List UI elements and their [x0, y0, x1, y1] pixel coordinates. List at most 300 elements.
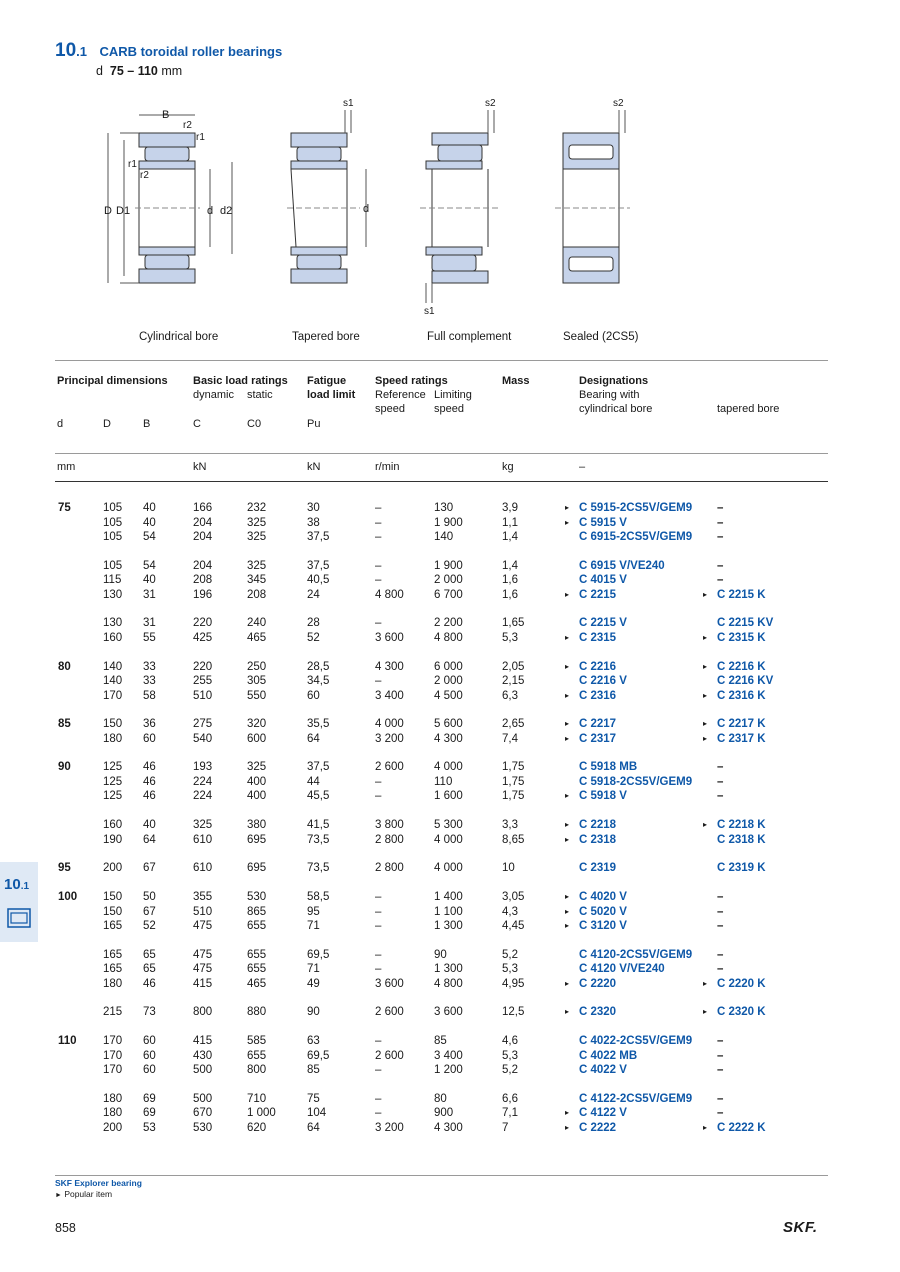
cell-Pu: 69,5	[307, 948, 330, 961]
row-group	[55, 501, 835, 545]
cell-m: 1,75	[502, 775, 525, 788]
designation-cylindrical: C 6915 V/VE240	[579, 559, 665, 572]
table-row	[55, 818, 835, 833]
row-group	[55, 559, 835, 603]
cell-Pu: 73,5	[307, 862, 330, 875]
cell-D: 150	[103, 891, 123, 903]
designation-cylindrical: C 2218	[579, 819, 617, 832]
dimension-range: d 75 – 110 mm	[96, 64, 183, 78]
designation-cylindrical: C 4122-2CS5V/GEM9	[579, 1092, 693, 1105]
cell-D: 190	[103, 833, 123, 846]
designation-tapered: –	[717, 1092, 724, 1105]
cell-D: 165	[103, 963, 123, 976]
cell-Pu: 85	[307, 1064, 320, 1077]
designation-tapered: C 2218 K	[717, 819, 766, 832]
svg-text:s2: s2	[485, 98, 496, 109]
cell-Pu: 95	[307, 905, 320, 918]
designation-tapered: –	[717, 963, 724, 976]
cell-m: 3,3	[502, 819, 518, 832]
popular-marker-icon: ▸	[703, 733, 708, 743]
bearing-drawings	[0, 90, 900, 325]
cell-C0: 325	[247, 516, 267, 529]
cell-Pu: 64	[307, 732, 320, 745]
row-group	[55, 1092, 835, 1136]
col-reference-2: speed	[375, 403, 405, 415]
cell-ls: 6 700	[434, 588, 463, 601]
cell-d: 80	[58, 660, 71, 673]
cell-B: 53	[143, 1121, 156, 1134]
cell-m: 4,95	[502, 977, 525, 990]
sym-d: d	[57, 418, 64, 430]
col-principal-dimensions: Principal dimensions	[57, 375, 168, 387]
cell-B: 60	[143, 1035, 156, 1048]
row-group	[55, 948, 835, 992]
designation-cylindrical: C 2320	[579, 1006, 617, 1019]
cell-C0: 880	[247, 1006, 267, 1019]
cell-C: 204	[193, 516, 213, 529]
cell-C: 500	[193, 1064, 213, 1077]
cell-C: 220	[193, 660, 213, 673]
designation-cylindrical: C 6915-2CS5V/GEM9	[579, 531, 693, 543]
skf-logo: SKF.	[783, 1219, 818, 1236]
section-number: 10.1	[55, 40, 87, 61]
cell-d: 75	[58, 502, 71, 514]
cell-Pu: 90	[307, 1006, 320, 1019]
popular-marker-icon: ▸	[565, 1122, 570, 1132]
cell-Pu: 37,5	[307, 559, 330, 572]
cell-ls: 3 600	[434, 1006, 463, 1019]
cell-ls: 6 000	[434, 660, 463, 673]
popular-marker-icon: ▸	[565, 517, 570, 527]
cell-ls: 1 900	[434, 516, 463, 529]
section-heading	[55, 40, 282, 62]
row-group	[55, 1034, 835, 1078]
popular-marker-icon: ▸	[565, 589, 570, 599]
cell-C: 530	[193, 1121, 213, 1134]
cell-D: 160	[103, 819, 123, 832]
table-row	[55, 1092, 835, 1107]
cell-D: 150	[103, 718, 123, 731]
cell-ls: 4 300	[434, 732, 463, 745]
cell-ls: 110	[434, 775, 453, 788]
cell-Pu: 37,5	[307, 531, 330, 543]
cell-D: 115	[103, 574, 122, 587]
table-row	[55, 1063, 835, 1078]
caption-cylindrical: Cylindrical bore	[139, 331, 219, 343]
cell-C0: 655	[247, 963, 267, 976]
cell-C0: 208	[247, 588, 267, 601]
cell-ls: 4 000	[434, 862, 463, 875]
svg-text:d: d	[207, 205, 214, 217]
cell-B: 64	[143, 833, 156, 846]
cell-C0: 800	[247, 1064, 267, 1077]
cell-B: 40	[143, 516, 156, 529]
legend-explorer: SKF Explorer bearing	[55, 1178, 142, 1188]
cell-D: 105	[103, 502, 123, 514]
designation-cylindrical: C 5915 V	[579, 516, 627, 529]
cell-rs: 4 800	[375, 588, 404, 601]
row-group	[55, 890, 835, 934]
cell-rs: –	[375, 920, 382, 932]
cell-ls: 4 000	[434, 761, 463, 774]
cell-D: 130	[103, 588, 123, 601]
cell-C: 540	[193, 732, 213, 745]
cell-rs: 2 800	[375, 833, 404, 846]
designation-cylindrical: C 3120 V	[579, 920, 627, 932]
cell-C: 355	[193, 891, 213, 903]
cell-C: 415	[193, 977, 213, 990]
caption-sealed: Sealed (2CS5)	[563, 331, 639, 343]
cell-D: 125	[103, 775, 123, 788]
popular-marker-icon: ▸	[565, 834, 570, 844]
table-row	[55, 789, 835, 804]
designation-tapered: C 2222 K	[717, 1121, 766, 1134]
popular-marker-icon: ▸	[703, 1007, 708, 1017]
cell-Pu: 35,5	[307, 718, 330, 731]
popular-marker-icon: ▸	[703, 690, 708, 700]
designation-tapered: –	[717, 790, 724, 803]
cell-ls: 130	[434, 502, 454, 514]
cell-ls: 1 100	[434, 905, 463, 918]
designation-cylindrical: C 2222	[579, 1121, 617, 1134]
cell-rs: –	[375, 1092, 382, 1105]
cell-C: 325	[193, 819, 213, 832]
designation-cylindrical: C 2215	[579, 588, 617, 601]
cell-ls: 1 900	[434, 559, 463, 572]
svg-text:s1: s1	[343, 98, 354, 109]
cell-C: 475	[193, 948, 213, 961]
cell-C: 204	[193, 531, 213, 543]
cell-D: 140	[103, 675, 123, 688]
designation-cylindrical: C 5918 V	[579, 790, 627, 803]
cell-Pu: 58,5	[307, 891, 330, 903]
designation-cylindrical: C 2220	[579, 977, 617, 990]
cell-rs: 2 600	[375, 1006, 404, 1019]
cell-Pu: 28	[307, 617, 320, 630]
cell-m: 1,75	[502, 761, 525, 774]
col-tapered-bore: tapered bore	[717, 403, 780, 415]
cell-rs: –	[375, 559, 382, 572]
cell-d: 100	[58, 891, 78, 903]
cell-rs: 3 800	[375, 819, 404, 832]
cell-C: 196	[193, 588, 213, 601]
cell-m: 3,05	[502, 891, 525, 903]
col-static: static	[247, 389, 273, 401]
popular-marker-icon: ▸	[565, 503, 570, 512]
cell-Pu: 30	[307, 502, 320, 514]
divider	[55, 1175, 828, 1176]
cell-ls: 5 600	[434, 718, 463, 731]
cell-rs: 2 800	[375, 862, 404, 875]
cell-rs: –	[375, 675, 382, 688]
cell-C0: 655	[247, 1049, 267, 1062]
designation-cylindrical: C 2215 V	[579, 617, 627, 630]
col-limiting-2: speed	[434, 403, 464, 415]
cell-D: 105	[103, 531, 123, 543]
cell-C0: 585	[247, 1035, 267, 1048]
popular-marker-icon: ▸	[565, 820, 570, 830]
divider-thick	[55, 481, 828, 482]
sym-C: C	[193, 418, 201, 430]
cell-Pu: 64	[307, 1121, 320, 1134]
cell-B: 31	[143, 588, 156, 601]
designation-cylindrical: C 5915-2CS5V/GEM9	[579, 502, 693, 514]
cell-B: 33	[143, 660, 156, 673]
cell-D: 170	[103, 689, 123, 702]
cell-m: 10	[502, 862, 515, 875]
cell-m: 2,05	[502, 660, 525, 673]
popular-marker-icon: ▸	[565, 791, 570, 801]
designation-tapered: –	[717, 948, 724, 961]
table-row	[55, 559, 835, 574]
cell-C: 204	[193, 559, 213, 572]
cell-Pu: 52	[307, 631, 320, 644]
designation-cylindrical: C 4022 V	[579, 1064, 627, 1077]
cell-m: 3,9	[502, 502, 518, 514]
cell-B: 65	[143, 963, 156, 976]
cell-m: 6,6	[502, 1092, 518, 1105]
svg-text:r2: r2	[140, 170, 149, 181]
cell-B: 36	[143, 718, 156, 731]
cell-D: 180	[103, 977, 123, 990]
cell-C: 224	[193, 790, 213, 803]
cell-C0: 240	[247, 617, 267, 630]
cell-m: 4,6	[502, 1035, 518, 1048]
cell-Pu: 45,5	[307, 790, 330, 803]
unit-kg: kg	[502, 461, 514, 473]
cell-rs: –	[375, 948, 382, 961]
col-mass: Mass	[502, 375, 530, 387]
cell-m: 1,4	[502, 559, 518, 572]
cell-C: 224	[193, 775, 213, 788]
cell-B: 40	[143, 819, 156, 832]
table-row	[55, 962, 835, 977]
cell-C: 415	[193, 1035, 213, 1048]
designation-tapered: –	[717, 905, 724, 918]
cell-C: 425	[193, 631, 213, 644]
popular-marker-icon: ▸	[703, 719, 708, 729]
designation-tapered: –	[717, 516, 724, 529]
cell-D: 180	[103, 1107, 123, 1120]
designation-cylindrical: C 4122 V	[579, 1107, 627, 1120]
cell-m: 4,45	[502, 920, 525, 932]
cell-D: 130	[103, 617, 123, 630]
designation-tapered: –	[717, 559, 724, 572]
cell-B: 46	[143, 977, 156, 990]
cell-Pu: 60	[307, 689, 320, 702]
table-row	[55, 530, 835, 545]
designation-cylindrical: C 2315	[579, 631, 617, 644]
cell-rs: –	[375, 617, 382, 630]
drawing-full-complement	[420, 98, 500, 317]
designation-tapered: C 2216 KV	[717, 675, 774, 688]
cell-D: 160	[103, 631, 123, 644]
popular-marker-icon: ▸	[565, 719, 570, 729]
table-row	[55, 689, 835, 704]
cell-ls: 1 300	[434, 920, 463, 932]
section-tab[interactable]	[0, 862, 38, 942]
cell-ls: 5 300	[434, 819, 463, 832]
cell-D: 165	[103, 948, 123, 961]
cell-C0: 305	[247, 675, 267, 688]
cell-C0: 550	[247, 689, 267, 702]
cell-m: 7,4	[502, 732, 518, 745]
designation-cylindrical: C 2316	[579, 689, 617, 702]
designation-tapered: –	[717, 531, 724, 543]
table-row	[55, 1049, 835, 1064]
cell-B: 67	[143, 862, 156, 875]
cell-m: 5,2	[502, 1064, 518, 1077]
cell-ls: 4 500	[434, 689, 463, 702]
cell-Pu: 73,5	[307, 833, 330, 846]
col-designations: Designations	[579, 375, 649, 387]
cell-m: 1,65	[502, 617, 525, 630]
cell-m: 1,75	[502, 790, 525, 803]
row-group	[55, 1005, 835, 1020]
table-row	[55, 717, 835, 732]
designation-tapered: –	[717, 1064, 724, 1077]
cell-Pu: 41,5	[307, 819, 330, 832]
cell-m: 8,65	[502, 833, 525, 846]
cell-C: 166	[193, 502, 213, 514]
cell-m: 5,3	[502, 631, 518, 644]
table-row	[55, 660, 835, 675]
cell-C: 475	[193, 920, 213, 932]
sym-C0: C0	[247, 418, 262, 430]
cell-C0: 232	[247, 502, 267, 514]
cell-B: 54	[143, 559, 156, 572]
table-row	[55, 1106, 835, 1121]
drawing-cylindrical-bore	[104, 109, 232, 283]
designation-tapered: –	[717, 1107, 724, 1120]
cell-B: 46	[143, 761, 156, 774]
cell-rs: –	[375, 963, 382, 976]
section-title: CARB toroidal roller bearings	[99, 44, 283, 59]
designation-cylindrical: C 2216	[579, 660, 617, 673]
designation-tapered: –	[717, 891, 724, 903]
cell-m: 5,3	[502, 963, 518, 976]
cell-C0: 465	[247, 977, 267, 990]
cell-B: 69	[143, 1107, 156, 1120]
svg-text:r1: r1	[196, 132, 205, 143]
cell-rs: –	[375, 1107, 382, 1120]
table-row	[55, 732, 835, 747]
table-row	[55, 674, 835, 689]
cell-D: 105	[103, 559, 123, 572]
col-fatigue: Fatigue	[307, 375, 347, 387]
legend-popular: ► Popular item	[55, 1189, 113, 1199]
table-row	[55, 760, 835, 775]
cell-D: 165	[103, 920, 123, 932]
designation-tapered: –	[717, 761, 724, 774]
table-row	[55, 616, 835, 631]
cell-Pu: 28,5	[307, 660, 330, 673]
cell-B: 46	[143, 775, 156, 788]
cell-C: 193	[193, 761, 213, 774]
cell-ls: 4 800	[434, 631, 463, 644]
cell-C: 610	[193, 862, 213, 875]
designation-cylindrical: C 5918-2CS5V/GEM9	[579, 775, 693, 788]
sym-B: B	[143, 418, 151, 430]
cell-C0: 325	[247, 761, 267, 774]
svg-text:r2: r2	[183, 120, 192, 131]
designation-tapered: C 2319 K	[717, 862, 766, 875]
cell-C0: 710	[247, 1092, 267, 1105]
cell-C0: 620	[247, 1121, 267, 1134]
cell-ls: 4 300	[434, 1121, 463, 1134]
popular-marker-icon: ▸	[565, 892, 570, 901]
designation-cylindrical: C 2217	[579, 718, 617, 731]
designation-tapered: C 2320 K	[717, 1006, 766, 1019]
col-reference: Reference	[375, 389, 426, 401]
svg-text:B: B	[162, 109, 170, 121]
cell-C0: 695	[247, 862, 267, 875]
cell-C0: 655	[247, 920, 267, 932]
cell-ls: 2 000	[434, 574, 463, 587]
unit-mm: mm	[57, 461, 76, 473]
table-row	[55, 516, 835, 531]
sym-Pu: Pu	[307, 418, 321, 430]
cell-C0: 380	[247, 819, 267, 832]
cell-C0: 465	[247, 631, 267, 644]
row-group	[55, 861, 835, 876]
designation-tapered: C 2216 K	[717, 660, 766, 673]
cell-B: 40	[143, 502, 156, 514]
cell-m: 6,3	[502, 689, 518, 702]
cell-rs: –	[375, 516, 382, 529]
cell-D: 170	[103, 1064, 123, 1077]
cell-rs: –	[375, 531, 382, 543]
popular-marker-icon: ▸	[703, 661, 708, 671]
cell-Pu: 37,5	[307, 761, 330, 774]
cell-C: 255	[193, 675, 213, 688]
col-dynamic: dynamic	[193, 389, 234, 401]
cell-ls: 900	[434, 1107, 454, 1120]
popular-marker-icon: ▸	[565, 661, 570, 671]
designation-tapered: –	[717, 502, 724, 514]
cell-B: 67	[143, 905, 156, 918]
unit-kN-2: kN	[307, 461, 321, 473]
table-row	[55, 1005, 835, 1020]
cell-rs: 3 400	[375, 689, 404, 702]
row-group	[55, 818, 835, 847]
cell-C: 510	[193, 905, 213, 918]
table-row	[55, 588, 835, 603]
col-speed-ratings: Speed ratings	[375, 375, 448, 387]
table-row	[55, 1121, 835, 1136]
cell-C0: 1 000	[247, 1107, 276, 1120]
cell-rs: 3 600	[375, 631, 404, 644]
drawing-sealed	[555, 98, 630, 283]
cell-B: 58	[143, 689, 156, 702]
cell-C0: 325	[247, 531, 267, 543]
cell-Pu: 69,5	[307, 1049, 330, 1062]
cell-B: 69	[143, 1092, 156, 1105]
designation-tapered: –	[717, 775, 724, 788]
drawing-tapered-bore	[287, 98, 369, 283]
table-row	[55, 919, 835, 934]
cell-rs: –	[375, 775, 382, 788]
cell-ls: 85	[434, 1035, 447, 1048]
cell-m: 7,1	[502, 1107, 518, 1120]
cell-Pu: 75	[307, 1092, 320, 1105]
designation-tapered: –	[717, 574, 724, 587]
triangle-icon: ►	[55, 1192, 62, 1199]
cell-ls: 1 600	[434, 790, 463, 803]
cell-ls: 1 200	[434, 1064, 463, 1077]
svg-text:D1: D1	[116, 205, 131, 217]
table-row	[55, 905, 835, 920]
